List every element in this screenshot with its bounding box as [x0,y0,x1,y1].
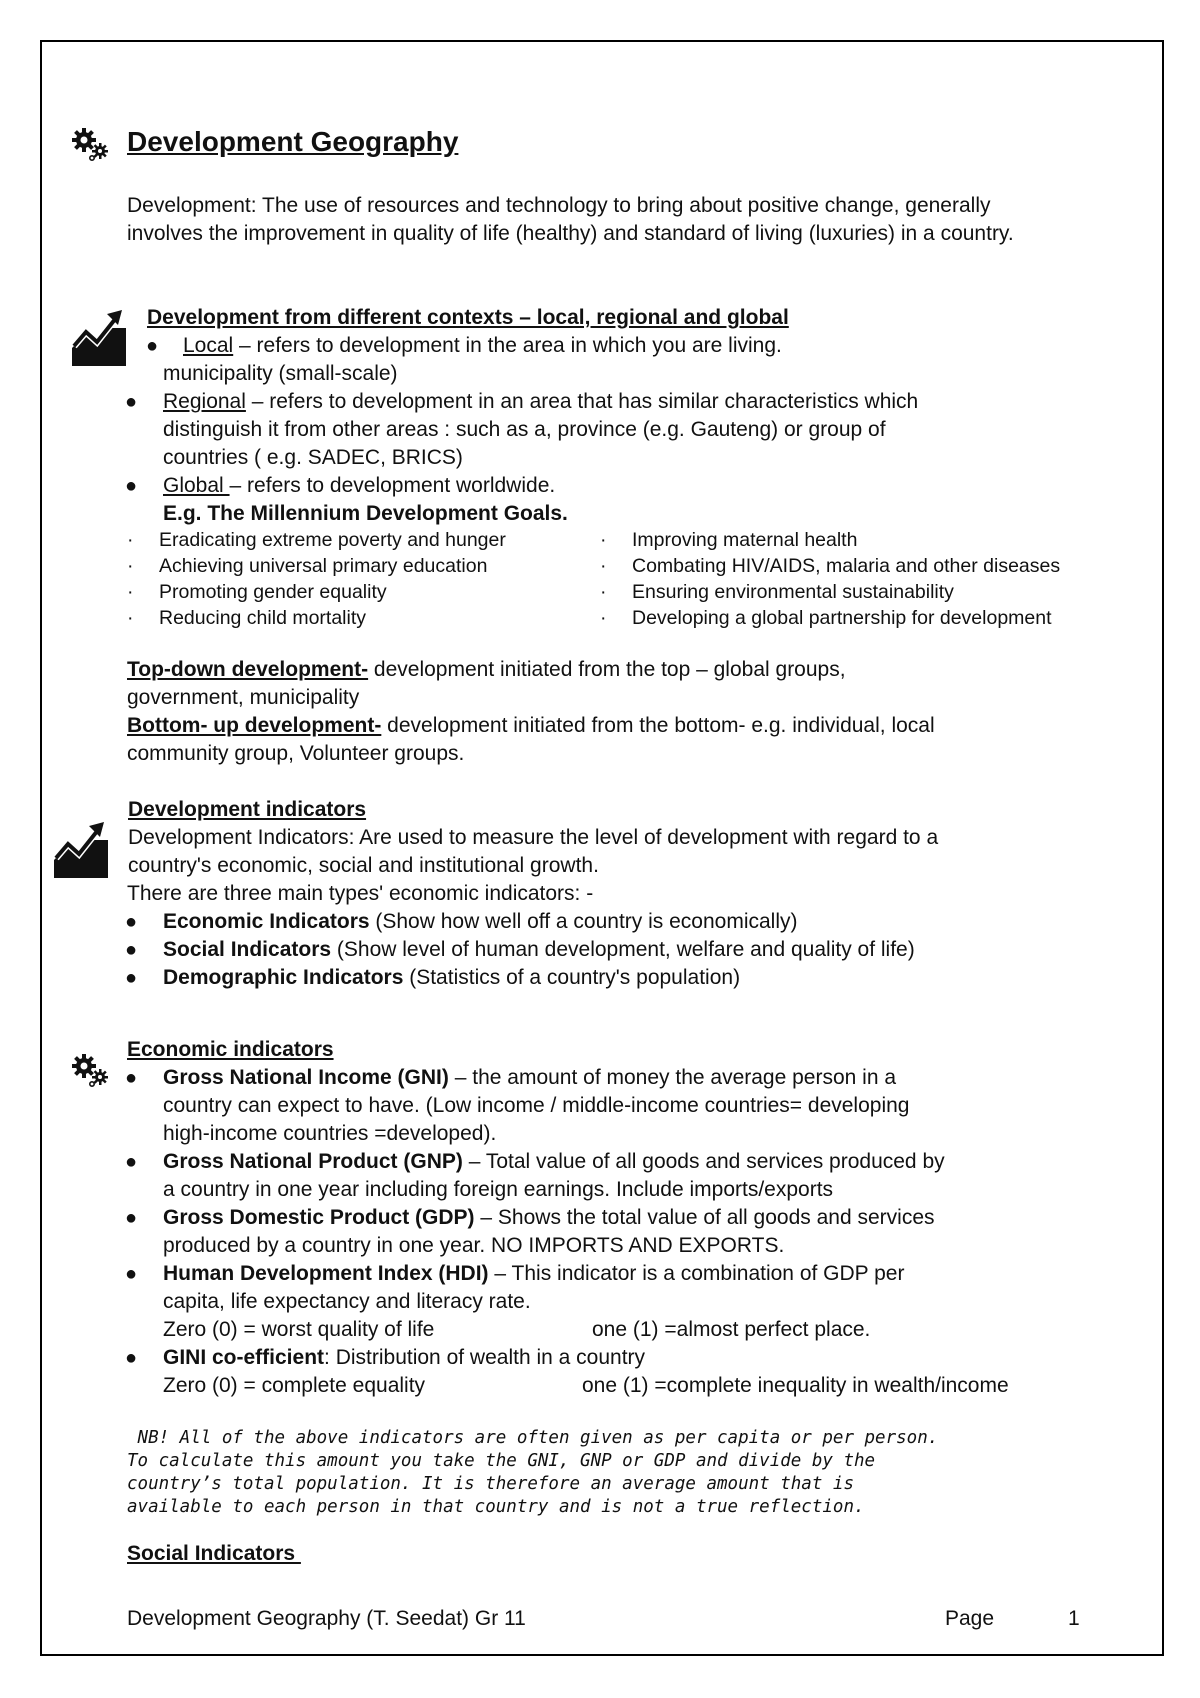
bottomup-text: development initiated from the bottom- e.g. individual, local [381,714,935,737]
topdown-term: Top-down development- [127,658,369,681]
topdown-text: development initiated from the top – global groups, [368,658,846,681]
mdg-list-right [600,527,1060,631]
bullet-icon: ● [125,1151,138,1173]
local-continuation: municipality (small-scale) [163,362,398,385]
topdown-continuation: government, municipality [127,686,360,709]
list-item: · Combating HIV/AIDS, malaria and other diseases [600,555,1061,577]
footer-page-number: 1 [1068,1607,1080,1630]
dot-bullet-icon: · [600,529,607,551]
bullet-icon: ● [125,391,138,413]
indicators-line: There are three main types' economic indicators: - [127,882,594,905]
bullet-icon: ● [125,475,138,497]
gini-one: one (1) =complete inequality in wealth/income [582,1374,1009,1397]
social-heading: Social Indicators [127,1542,301,1565]
note-line: To calculate this amount you take the GNI, GNP or GDP and divide by the [127,1451,876,1471]
gini-item: GINI co-efficient: Distribution of wealth in a country [163,1346,646,1369]
gnp-item: Gross National Product (GNP) – Total value of all goods and services produced by [163,1150,945,1173]
note-line: NB! All of the above indicators are often given as per capita or per person. [127,1428,939,1448]
bullet-icon: ● [125,1263,138,1285]
bullet-icon: ● [125,939,138,961]
list-item: · Reducing child mortality [127,607,367,629]
regional-item [163,388,918,416]
bullet-icon: ● [125,967,138,989]
gears-icon [70,126,112,162]
indicator-item: Economic Indicators (Show how well off a country is economically) [163,910,798,933]
note-line: available to each person in that country and is not a true reflection. [127,1497,865,1517]
contexts-heading: Development from different contexts – local, regional and global [147,306,789,329]
page-title: Development Geography [127,126,459,157]
topdown-line [127,656,846,684]
bullet-icon: ● [125,911,138,933]
hdi-item: Human Development Index (HDI) – This indicator is a combination of GDP per [163,1262,905,1285]
note-block [127,1427,938,1519]
dot-bullet-icon: · [127,555,134,577]
hdi-one: one (1) =almost perfect place. [592,1318,871,1341]
global-term: Global [163,474,230,497]
bottomup-continuation: community group, Volunteer groups. [127,742,465,765]
indicator-item: Social Indicators (Show level of human development, welfare and quality of life) [163,938,915,961]
growth-chart-icon [70,306,128,368]
hdi-zero: Zero (0) = worst quality of life [163,1318,435,1341]
regional-continuation: countries ( e.g. SADEC, BRICS) [163,446,463,469]
footer-page-label: Page [945,1607,995,1630]
gni-continuation: country can expect to have. (Low income / middle-income countries= developing [163,1094,910,1117]
dot-bullet-icon: · [127,607,134,629]
definition-paragraph: Development: The use of resources and technology to bring about positive change, generally involves the improvement in quality of life (healthy) and standard of living (luxuries) in a country. [127,194,1014,245]
dot-bullet-icon: · [600,607,607,629]
bottomup-line [127,712,935,740]
dot-bullet-icon: · [127,529,134,551]
list-item: · Ensuring environmental sustainability [600,581,954,603]
list-item: · Promoting gender equality [127,581,387,603]
mdg-list-left [127,527,506,631]
indicators-line: country's economic, social and institutional growth. [128,854,599,877]
gni-continuation: high-income countries =developed). [163,1122,497,1145]
regional-text: – refers to development in an area that has similar characteristics which [245,390,919,413]
gdp-item: Gross Domestic Product (GDP) – Shows the total value of all goods and services [163,1206,935,1229]
dot-bullet-icon: · [600,555,607,577]
list-item: · Improving maternal health [600,529,858,551]
list-item: · Achieving universal primary education [127,555,488,577]
indicators-heading: Development indicators [128,798,367,821]
bullet-icon: ● [125,1347,138,1369]
mdg-heading: E.g. The Millennium Development Goals. [163,502,568,525]
footer-left: Development Geography (T. Seedat) Gr 11 [127,1607,526,1630]
global-item [163,472,555,500]
gni-item: Gross National Income (GNI) – the amount of money the average person in a [163,1066,897,1089]
list-item: · Developing a global partnership for development [600,607,1052,629]
gini-zero: Zero (0) = complete equality [163,1374,426,1397]
local-item [183,332,782,360]
regional-term: Regional [163,390,246,413]
list-item: · Eradicating extreme poverty and hunger [127,529,506,551]
local-text: – refers to development in the area in which you are living. [233,334,782,357]
bullet-icon: ● [125,1207,138,1229]
note-line: country’s total population. It is therefore an average amount that is [127,1474,854,1494]
growth-chart-icon [52,818,110,880]
gears-icon [70,1052,112,1088]
economic-heading: Economic indicators [127,1038,334,1061]
global-text: – refers to development worldwide. [229,474,556,497]
dot-bullet-icon: · [127,581,134,603]
regional-continuation: distinguish it from other areas : such as a, province (e.g. Gauteng) or group of [163,418,886,441]
hdi-continuation: capita, life expectancy and literacy rate. [163,1290,531,1313]
bullet-icon: ● [146,335,159,357]
gnp-continuation: a country in one year including foreign earnings. Include imports/exports [163,1178,834,1201]
dot-bullet-icon: · [600,581,607,603]
indicators-line: Development Indicators: Are used to measure the level of development with regard to a [128,826,939,849]
local-term: Local [183,334,234,357]
bullet-icon: ● [125,1067,138,1089]
bottomup-term: Bottom- up development- [127,714,382,737]
indicator-item: Demographic Indicators (Statistics of a country's population) [163,966,741,989]
gdp-continuation: produced by a country in one year. NO IMPORTS AND EXPORTS. [163,1234,785,1257]
